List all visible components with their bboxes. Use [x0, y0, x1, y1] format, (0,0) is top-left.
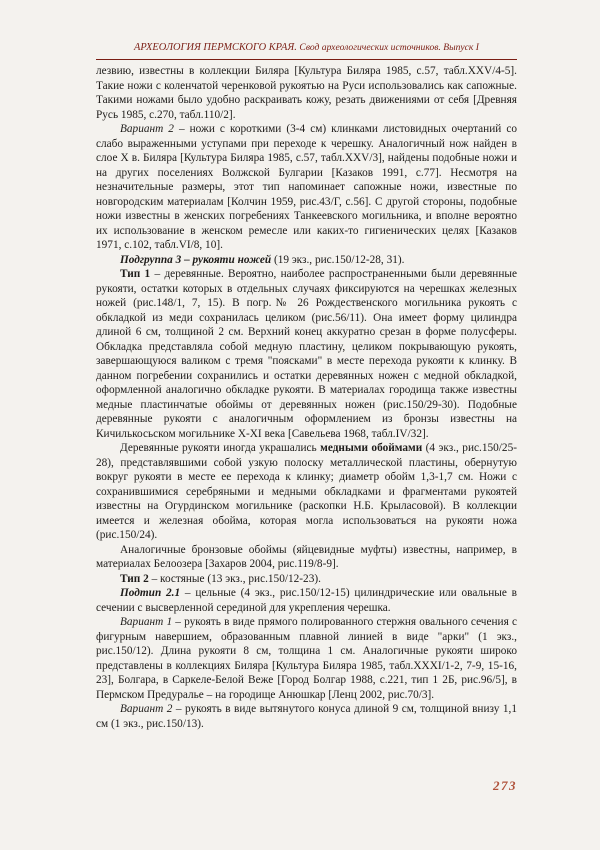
type-heading: Тип 2 — [120, 572, 149, 585]
paragraph-subgroup-3: Подгруппа 3 – рукояти ножей (19 экз., рис.150/12-28, 31). — [120, 253, 405, 266]
variant-heading: Вариант 2 — [120, 703, 173, 715]
paragraph-bronze-rings: Аналогичные бронзовые обоймы (яйцевидные муфты) известны, например, в материалах Белоозера [Захаров 2004, рис.119/8-9]. — [96, 543, 517, 570]
paragraph-continuation: лезвию, известны в коллекции Биляра [Культура Биляра 1985, с.57, табл.XXV/4-5]. Такие ножи с коленчатой черенковой рукоятью на Руси использовались как сапожные. Такими ножами было удобно раскраивать кожу, резать движениями от себя [Древняя Русь 1985, с.270, табл.110/2]. — [96, 65, 517, 121]
paragraph-subtype-variant-2: Вариант 2 – рукоять в виде вытянутого конуса длиной 9 см, толщиной внизу 1,1 см (1 экз., рис.150/13). — [96, 703, 517, 730]
subgroup-heading: Подгруппа 3 – рукояти ножей — [120, 253, 272, 266]
paragraph-subtype-variant-1: Вариант 1 – рукоять в виде прямого полированного стержня овального сечения с фигурным навершием, образованным плавной линией в виде "арки" (1 экз., рис.150/12). Длина рукояти 8 см, толщина 1 см. Аналогичные рукояти широко представлены в коллекциях Биляра [Культура Биляра 1985, табл.XXXI/1-2, 7-9, 15-16, 23], Болгара, в Саркеле-Белой Веже [Город Болгар 1988, с.221, тип 1 2Б, рис.96/5], в Пермском Предуралье – на городище Анюшкар [Ленц 2002, рис.70/3]. — [96, 616, 517, 701]
bold-term: медными обоймами — [320, 442, 423, 454]
paragraph-subtype-2-1: Подтип 2.1 – цельные (4 экз., рис.150/12-15) цилиндрические или овальные в сечении с высверленной серединой для укрепления черешка. — [96, 587, 517, 614]
header-series: Свод археологических источников. Выпуск I — [299, 42, 479, 53]
variant-heading: Вариант 2 — [120, 123, 174, 135]
paragraph-copper-rings: Деревянные рукояти иногда украшались медными обоймами (4 экз., рис.150/25-28), представлявшими собой узкую полоску металлической пластины, обернутую вокруг рукояти в месте ее перехода к клинку; диаметр обойм 1,3-1,7 см. Ножи с сохранившимися серебряными и медными обкладками и фрагментами рукоятей известны на Огурдинском могильнике (раскопки Н.Б. Крыласовой). В коллекции имеется и железная обойма, которая могла использоваться на рукояти ножа (рис.150/24). — [96, 442, 517, 541]
type-heading: Тип 1 — [120, 268, 151, 280]
header-title: АРХЕОЛОГИЯ ПЕРМСКОГО КРАЯ. — [134, 42, 297, 53]
paragraph-type-1: Тип 1 – деревянные. Вероятно, наиболее распространенными были деревянные рукояти, остатки которых в отдельных случаях фиксируются на черешках железных ножей (рис.148/1, 7, 15). В погр.№ 26 Рождественского могильника рукоять с обкладкой из меди сохранилась целиком (рис.56/11). Она имеет форму цилиндра длиной 6 см, толщиной 2 см. Верхний конец аккуратно срезан в форме полусферы. Обкладка представляла собой медную пластину, целиком покрывающую рукоять, завершающуюся валиком с тремя "поясками" в месте перехода рукояти к клинку. В данном погребении сохранились и остатки деревянных ножен с медной обкладкой, оформленной аналогично обкладке рукояти. В материалах городища также известны медные пластинчатые обоймы от деревянных ножен (рис.150/29-30). Подобные деревянные рукояти с аналогичным оформлением из бронзы известны на Кичилькосьском могильнике X-XI века [Савельева 1968, табл.IV/32]. — [96, 268, 517, 440]
running-header — [96, 42, 517, 53]
paragraph-variant-2: Вариант 2 – ножи с короткими (3-4 см) клинками листовидных очертаний со слабо выраженными уступами при переходе к черешку. Аналогичный нож найден в слое Х в. Биляра [Культура Биляра 1985, с.57, табл.XXV/3], найдены подобные ножи и на других поселениях Волжской Булгарии [Казаков 1991, с.77]. Несмотря на незначительные размеры, этот тип напоминает сапожные ножи, известные по новгородским материалам [Колчин 1959, рис.43/Г, с.56]. С другой стороны, подобные ножи известны в женских погребениях Танкеевского могильника, и вполне вероятно их использование в женском ремесле или каких-то гигиенических целях [Казаков 1971, с.102, табл.VI/8, 10]. — [96, 123, 517, 251]
subtype-heading: Подтип 2.1 — [120, 587, 181, 599]
paragraph-type-2: Тип 2 – костяные (13 экз., рис.150/12-23). — [120, 572, 321, 585]
variant-heading: Вариант 1 — [120, 616, 173, 628]
body-text — [96, 64, 517, 731]
page-number: 273 — [493, 778, 517, 793]
header-rule — [96, 59, 517, 60]
